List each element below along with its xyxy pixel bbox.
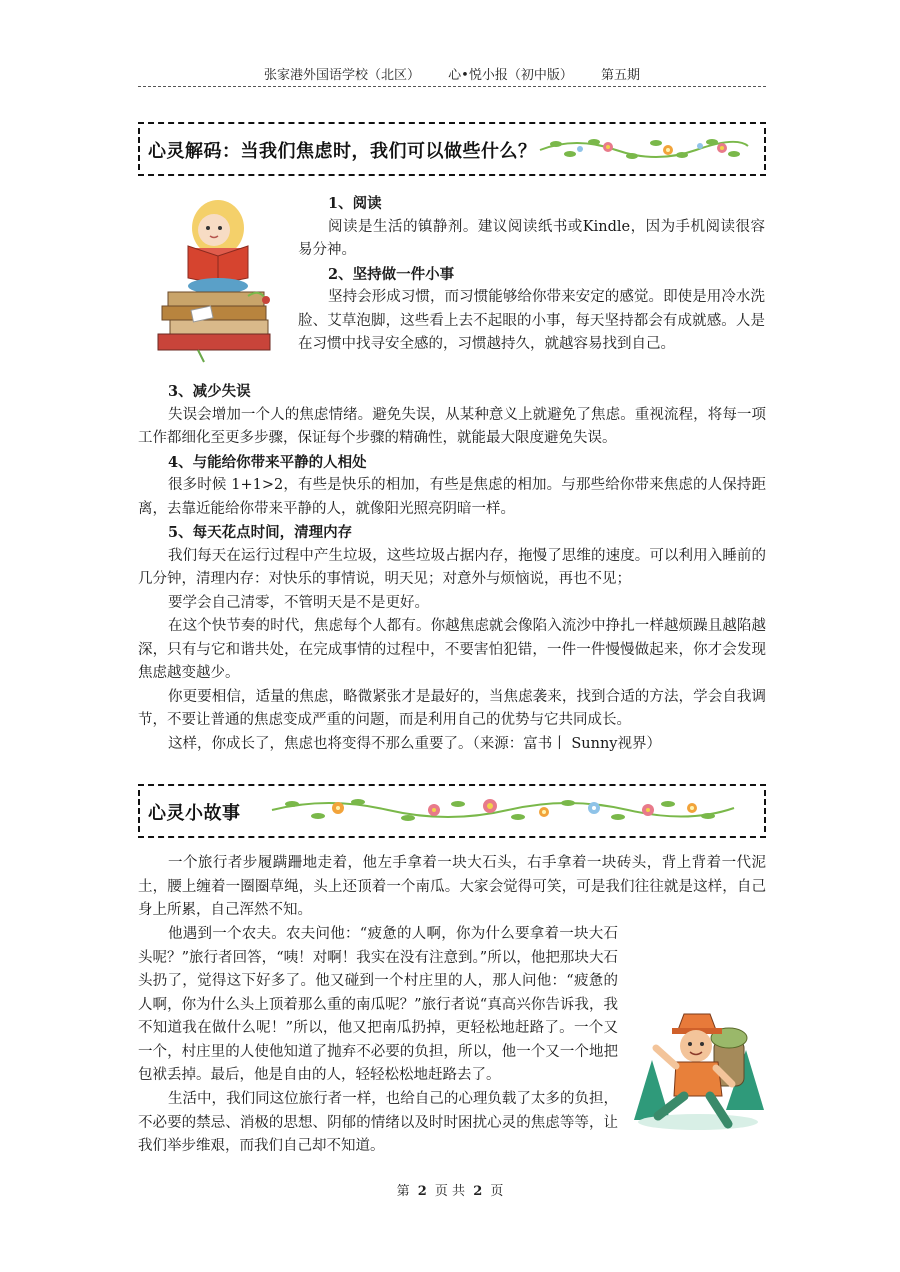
item4-heading: 4、与能给你带来平静的人相处 bbox=[168, 453, 367, 471]
section1-items-bottom bbox=[138, 380, 766, 756]
section1-title: 心灵解码：当我们焦虑时，我们可以做些什么？ bbox=[148, 141, 537, 162]
wrap-spacer bbox=[618, 994, 766, 1089]
story-paragraph-1: 一个旅行者步履蹒跚地走着，他左手拿着一块大石头，右手拿着一块砖头，背上背着一代泥土，腰上缠着一圈圈草绳，头上还顶着一个南瓜。大家会觉得可笑，可是我们往往就是这样，自己身上所累，自己浑然不知。 bbox=[138, 855, 766, 918]
footer-total-pages: 2 bbox=[473, 1184, 483, 1199]
page-footer bbox=[0, 1180, 900, 1199]
item5-text-5: 这样，你成长了，焦虑也将变得不那么重要了。（来源：富书丨 Sunny视界） bbox=[168, 735, 661, 752]
item4-text: 很多时候 1+1>2，有些是快乐的相加，有些是焦虑的相加。与那些给你带来焦虑的人保持距离，去靠近能给你带来平静的人，就像阳光照亮阴暗一样。 bbox=[138, 477, 766, 517]
footer-page-number: 2 bbox=[417, 1184, 427, 1199]
section1-title-box bbox=[138, 122, 766, 176]
item5-heading: 5、每天花点时间，清理内存 bbox=[168, 524, 353, 541]
item5-text-4: 你更要相信，适量的焦虑，略微紧张才是最好的，当焦虑袭来，找到合适的方法，学会自我调节，不要让普通的焦虑变成严重的问题，而是利用自己的优势与它共同成长。 bbox=[138, 688, 766, 728]
story-paragraph-3: 生活中，我们同这位旅行者一样，也给自己的心理负载了太多的负担，不必要的禁忌、消极的思想、阴郁的情绪以及时时困扰心灵的焦虑等等，让我们举步维艰，而我们自己却不知道。 bbox=[138, 1091, 618, 1154]
floral-vine-decoration-2 bbox=[268, 792, 738, 828]
story-paragraph-2: 他遇到一个农夫。农夫问他：“疲惫的人啊，你为什么要拿着一块大石头呢？”旅行者回答，“咦！对啊！我实在没有注意到。”所以，他把那块大石头扔了，觉得这下好多了。他又碰到一个村庄里的人，那人问他：“疲惫的人啊，你为什么头上顶着那么重的南瓜呢？”旅行者说“真高兴你告诉我，我不知道我在做什么呢！”所以，他又把南瓜扔掉，更轻松地赶路了。一个又一个，村庄里的人使他知道了抛弃不必要的负担，所以，他一个又一个地把包袱丢掉。最后，他是自由的人，轻轻松松地赶路去了。 bbox=[138, 923, 766, 1088]
item5-text-1: 我们每天在运行过程中产生垃圾，这些垃圾占据内存，拖慢了思维的速度。可以利用入睡前的几分钟，清理内存：对快乐的事情说，明天见；对意外与烦恼说，再也不见； bbox=[138, 547, 766, 587]
section2-title: 心灵小故事 bbox=[148, 803, 241, 824]
footer-prefix: 第 bbox=[396, 1184, 410, 1199]
section2-body-middle bbox=[138, 923, 766, 1089]
footer-middle: 页 共 bbox=[434, 1184, 466, 1199]
section1-items-top bbox=[298, 192, 765, 357]
item2-text: 坚持会形成习惯，而习惯能够给你带来安定的感觉。即使是用冷水洗脸、艾草泡脚，这些看上去不起眼的小事，每天坚持都会有成就感。人是在习惯中找寻安全感的，习惯越持久，就越容易找到自己。 bbox=[298, 289, 765, 352]
header-issue: 第五期 bbox=[600, 68, 640, 83]
footer-suffix: 页 bbox=[490, 1184, 504, 1199]
page-header bbox=[138, 64, 766, 87]
item1-heading: 1、阅读 bbox=[328, 195, 382, 212]
header-paper: 心•悦小报（初中版） bbox=[448, 68, 573, 83]
item3-text: 失误会增加一个人的焦虑情绪。避免失误，从某种意义上就避免了焦虑。重视流程，将每一项工作都细化至更多步骤，保证每个步骤的精确性，就能最大限度避免失误。 bbox=[138, 406, 766, 446]
item2-heading: 2、坚持做一件小事 bbox=[328, 265, 455, 283]
header-school: 张家港外国语学校（北区） bbox=[264, 68, 421, 83]
item5-text-3: 在这个快节奏的时代，焦虑每个人都有。你越焦虑就会像陷入流沙中挣扎一样越烦躁且越陷越深，只有与它和谐共处，在完成事情的过程中，不要害怕犯错，一件一件慢慢做起来，你才会发现焦虑越变越少。 bbox=[138, 618, 766, 681]
floral-vine-decoration bbox=[536, 130, 751, 166]
section2-title-box bbox=[138, 784, 766, 838]
item5-text-2: 要学会自己清零，不管明天是不是更好。 bbox=[168, 594, 429, 611]
section2-body-bottom bbox=[138, 1088, 618, 1159]
item3-heading: 3、减少失误 bbox=[168, 383, 251, 400]
section2-body-top bbox=[138, 852, 766, 923]
reading-girl-illustration bbox=[148, 188, 288, 364]
item1-text: 阅读是生活的镇静剂。建议阅读纸书或Kindle，因为手机阅读很容易分神。 bbox=[298, 218, 765, 258]
